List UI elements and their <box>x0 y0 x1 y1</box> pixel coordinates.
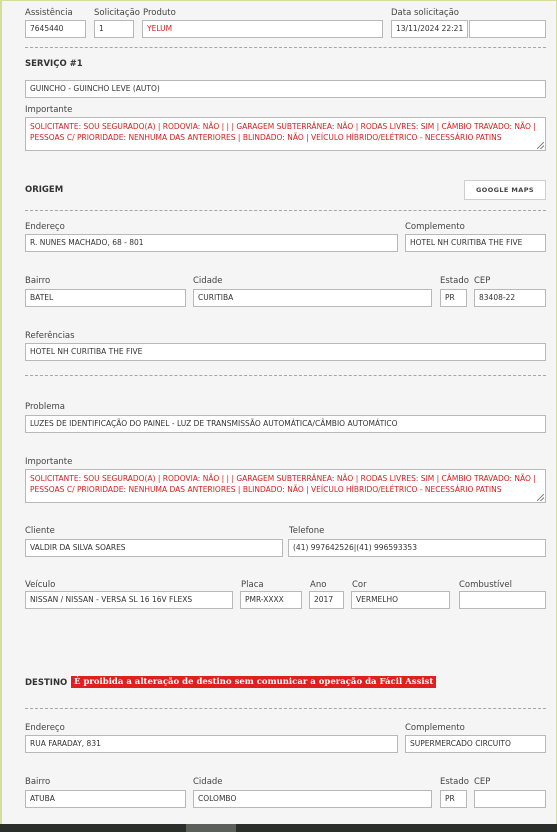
telefone-field[interactable]: (41) 997642526|(41) 996593353 <box>288 539 546 557</box>
destino-bairro-label: Bairro <box>25 777 51 787</box>
hora-solicitacao-field[interactable] <box>469 20 546 38</box>
produto-label: Produto <box>143 8 176 18</box>
horizontal-scrollbar[interactable] <box>0 824 557 832</box>
destino-complemento-field[interactable]: SUPERMERCADO CIRCUITO <box>405 735 546 753</box>
origem-referencias-label: Referências <box>25 331 75 341</box>
produto-field[interactable]: YELUM <box>142 20 383 38</box>
veiculo-label: Veículo <box>25 580 56 590</box>
destino-bairro-field[interactable]: ATUBA <box>25 790 186 808</box>
origem-cep-field[interactable]: 83408-22 <box>474 289 546 307</box>
destino-title: DESTINO <box>25 678 68 688</box>
destino-endereco-field[interactable]: RUA FARADAY, 831 <box>25 735 398 753</box>
origem-endereco-field[interactable]: R. NUNES MACHADO, 68 - 801 <box>25 234 398 252</box>
destino-estado-label: Estado <box>440 777 469 787</box>
divider <box>25 47 546 48</box>
ano-field[interactable]: 2017 <box>309 591 344 609</box>
origem-cidade-label: Cidade <box>193 276 223 286</box>
placa-field[interactable]: PMR-XXXX <box>240 591 302 609</box>
servico-importante-label: Importante <box>25 105 73 115</box>
destino-cidade-field[interactable]: COLOMBO <box>193 790 432 808</box>
servico-importante-text: SOLICITANTE: SOU SEGURADO(A) | RODOVIA: NÃO | | | GARAGEM SUBTERRÂNEA: NÃO | RODAS LIVRES: SIM | CÂMBIO TRAVADO: NÃO | PESSOAS C/ PRIORIDADE: NENHUMA DAS ANTERIORES | BLINDADO: NÃO | VEÍCULO HÍBRIDO/ELÉTRICO - NECESSÁRIO PATINS <box>30 122 536 142</box>
origem-complemento-field[interactable]: HOTEL NH CURITIBA THE FIVE <box>405 234 546 252</box>
problema-field[interactable]: LUZES DE IDENTIFICAÇÃO DO PAINEL - LUZ DE TRANSMISSÃO AUTOMÁTICA/CÂMBIO AUTOMÁTICO <box>25 415 546 433</box>
combustivel-label: Combustível <box>459 580 512 590</box>
servico-importante-textarea[interactable] <box>25 117 546 151</box>
assistencia-label: Assistência <box>25 8 73 18</box>
origem-title: ORIGEM <box>25 185 64 195</box>
origem-referencias-field[interactable]: HOTEL NH CURITIBA THE FIVE <box>25 343 546 361</box>
detalhes-importante-textarea[interactable] <box>25 469 546 503</box>
destino-endereco-label: Endereço <box>25 723 65 733</box>
cliente-field[interactable]: VALDIR DA SILVA SOARES <box>25 539 283 557</box>
ano-label: Ano <box>310 580 327 590</box>
problema-label: Problema <box>25 402 65 412</box>
origem-estado-field[interactable]: PR <box>440 289 467 307</box>
divider <box>25 708 546 709</box>
origem-endereco-label: Endereço <box>25 222 65 232</box>
combustivel-field[interactable] <box>459 591 546 609</box>
detalhes-importante-text: SOLICITANTE: SOU SEGURADO(A) | RODOVIA: NÃO | | | GARAGEM SUBTERRÂNEA: NÃO | RODAS LIVRES: SIM | CÂMBIO TRAVADO: NÃO | PESSOAS C/ PRIORIDADE: NENHUMA DAS ANTERIORES | BLINDADO: NÃO | VEÍCULO HÍBRIDO/ELÉTRICO - NECESSÁRIO PATINS <box>30 474 536 494</box>
servico-tipo-field[interactable]: GUINCHO - GUINCHO LEVE (AUTO) <box>25 80 546 98</box>
origem-cidade-field[interactable]: CURITIBA <box>193 289 432 307</box>
destino-cep-field[interactable] <box>474 790 546 808</box>
solicitacao-label: Solicitação <box>94 8 140 18</box>
placa-label: Placa <box>241 580 264 590</box>
resize-grip-icon[interactable] <box>537 142 544 149</box>
destino-cidade-label: Cidade <box>193 777 223 787</box>
origem-complemento-label: Complemento <box>405 222 465 232</box>
veiculo-field[interactable]: NISSAN / NISSAN - VERSA SL 16 16V FLEXS <box>25 591 233 609</box>
resize-grip-icon[interactable] <box>537 494 544 501</box>
solicitacao-field[interactable]: 1 <box>94 20 134 38</box>
assistencia-field[interactable]: 7645440 <box>25 20 86 38</box>
servico-title: SERVIÇO #1 <box>25 59 83 69</box>
cor-label: Cor <box>352 580 367 590</box>
destino-warning-badge: É proibida a alteração de destino sem comunicar a operação da Fácil Assist <box>71 676 436 688</box>
origem-bairro-label: Bairro <box>25 276 51 286</box>
telefone-label: Telefone <box>289 526 325 536</box>
detalhes-importante-label: Importante <box>25 457 73 467</box>
origem-bairro-field[interactable]: BATEL <box>25 289 186 307</box>
cor-field[interactable]: VERMELHO <box>351 591 450 609</box>
data-solicitacao-label: Data solicitação <box>391 8 460 18</box>
cliente-label: Cliente <box>25 526 55 536</box>
divider <box>25 375 546 376</box>
google-maps-button[interactable]: GOOGLE MAPS <box>464 180 546 200</box>
destino-estado-field[interactable]: PR <box>440 790 467 808</box>
scrollbar-thumb[interactable] <box>186 824 236 832</box>
origem-estado-label: Estado <box>440 276 469 286</box>
divider <box>25 210 546 211</box>
data-solicitacao-field[interactable]: 13/11/2024 22:21 <box>391 20 468 38</box>
origem-cep-label: CEP <box>474 276 491 286</box>
destino-complemento-label: Complemento <box>405 723 465 733</box>
destino-cep-label: CEP <box>474 777 491 787</box>
